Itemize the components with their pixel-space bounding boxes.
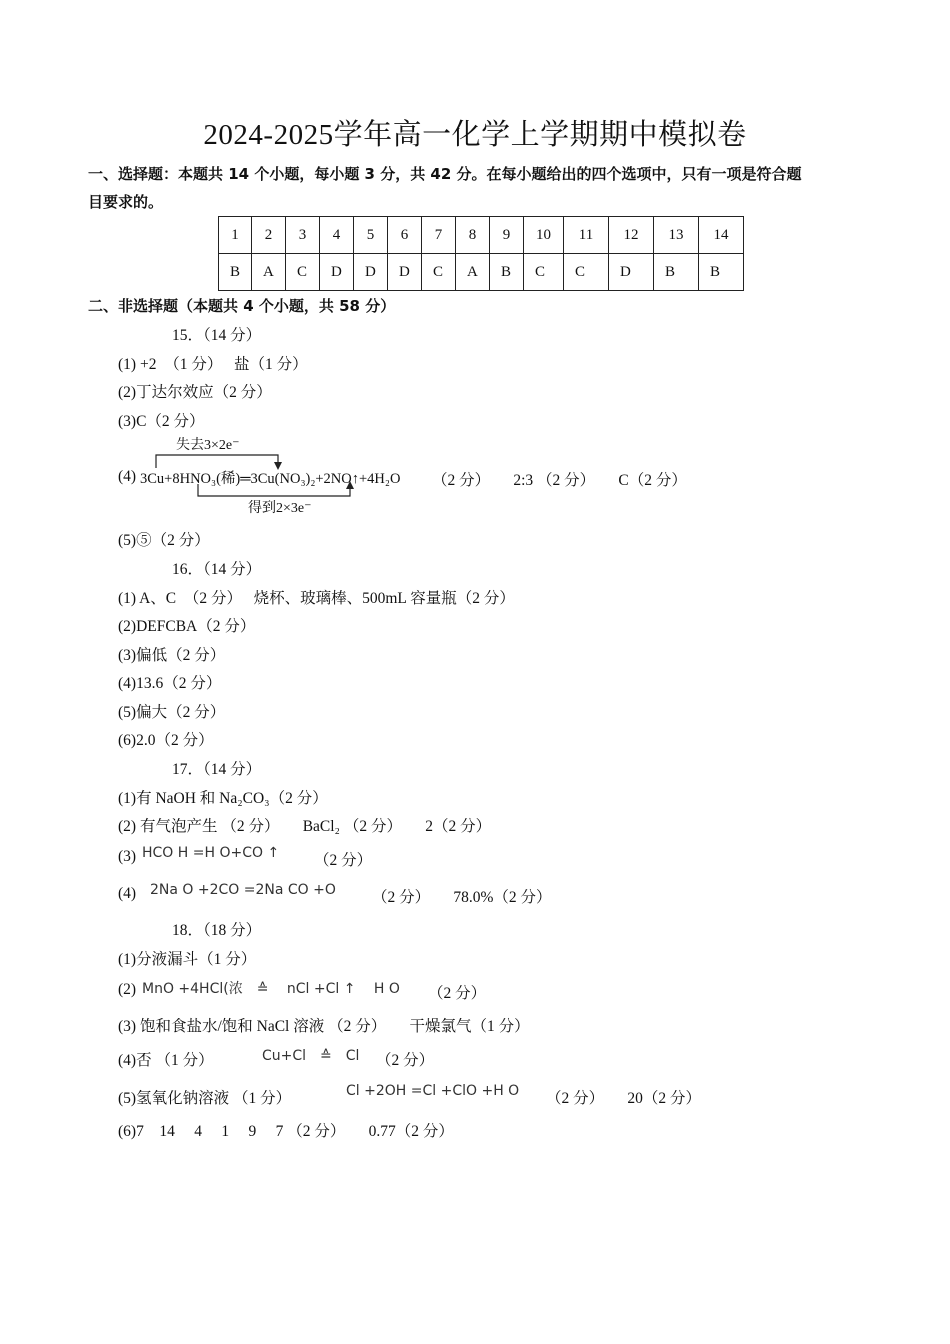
q18-answer-2-prefix: (2) [118,981,137,998]
question-number-cell: 1 [219,217,252,254]
q18-hydroxide-equation: Cl +2OH =Cl +ClO +H O [346,1083,520,1099]
answer-cell: B [490,254,524,291]
q16-header: 16．（14 分） [172,561,262,578]
answer-cell: C [564,254,609,291]
q15-answer-2: (2)丁达尔效应（2 分） [118,384,272,401]
answer-cell: B [654,254,699,291]
q15-answer-4-rest: （2 分） 2:3 （2 分） C（2 分） [432,472,687,489]
q15-redox-equation: 3Cu+8HNO₃(稀)═3Cu(NO₃)₂+2NO↑+4H₂O [140,471,401,487]
answer-cell: A [252,254,286,291]
q17-answer-4-prefix: (4) [118,885,137,902]
q16-answer-4: (4)13.6（2 分） [118,675,222,692]
answer-cell: C [286,254,320,291]
question-number-cell: 11 [564,217,609,254]
q18-copper-chlorine-equation: Cu+Cl ≙ Cl [262,1048,360,1064]
question-number-cell: 12 [609,217,654,254]
section2-heading: 二、非选择题（本题共 4 个小题，共 58 分） [88,297,396,315]
q15-answer-1: (1) +2 （1 分） 盐（1 分） [118,356,308,373]
q17-answer-3-rest: （2 分） [314,852,373,869]
q17-header: 17．（14 分） [172,761,262,778]
q15-electron-lost-label: 失去3×2e⁻ [176,438,240,453]
q16-answer-6: (6)2.0（2 分） [118,732,214,749]
question-number-cell: 2 [252,217,286,254]
q15-answer-3: (3)C（2 分） [118,413,205,430]
q18-answer-2-rest: （2 分） [428,985,487,1002]
section1-heading-line2: 目要求的。 [88,193,164,211]
q18-answer-5-prefix: (5)氢氧化钠溶液 （1 分） [118,1090,292,1107]
q18-answer-4-rest: （2 分） [376,1052,435,1069]
q18-answer-3: (3) 饱和食盐水/饱和 NaCl 溶液 （2 分） 干燥氯气（1 分） [118,1018,530,1035]
q18-chlorine-prep-equation: MnO +4HCl(浓 ≙ nCl +Cl ↑ H O [142,981,400,997]
q17-answer-3-prefix: (3) [118,848,137,865]
q17-answer-4-rest: （2 分） 78.0%（2 分） [372,889,552,906]
q18-answer-6: (6)7 14 4 1 9 7 （2 分） 0.77（2 分） [118,1123,454,1140]
question-number-cell: 3 [286,217,320,254]
q15-electron-gained-label: 得到2×3e⁻ [248,501,312,516]
q15-header: 15．（14 分） [172,327,262,344]
answer-cell: D [354,254,388,291]
q18-answer-1: (1)分液漏斗（1 分） [118,951,257,968]
page-title: 2024-2025学年高一化学上学期期中模拟卷 [203,119,747,151]
answer-cell: A [456,254,490,291]
q17-answer-2: (2) 有气泡产生 （2 分） BaCl₂ （2 分） 2（2 分） [118,818,492,835]
section1-heading-line1: 一、选择题：本题共 14 个小题，每小题 3 分，共 42 分。在每小题给出的四个选项中，只有一项是符合题 [88,165,802,183]
question-number-cell: 13 [654,217,699,254]
question-number-cell: 5 [354,217,388,254]
q16-answer-3: (3)偏低（2 分） [118,647,226,664]
answer-cell: D [388,254,422,291]
q18-answer-5-rest: （2 分） 20（2 分） [546,1090,702,1107]
answer-cell: C [422,254,456,291]
question-number-cell: 8 [456,217,490,254]
question-number-cell: 14 [699,217,744,254]
question-number-cell: 10 [524,217,564,254]
q16-answer-5: (5)偏大（2 分） [118,704,226,721]
answer-cell: D [609,254,654,291]
q17-ionic-equation: HCO H =H O+CO ↑ [142,845,280,861]
question-number-cell: 4 [320,217,354,254]
answer-cell: B [699,254,744,291]
q16-answer-1: (1) A、C （2 分） 烧杯、玻璃棒、500mL 容量瓶（2 分） [118,590,515,607]
question-number-cell: 7 [422,217,456,254]
q15-answer-5: (5)⑤（2 分） [118,532,210,549]
answer-cell: C [524,254,564,291]
q18-header: 18．（18 分） [172,922,262,939]
answer-cell: B [219,254,252,291]
q17-peroxide-equation: 2Na O +2CO =2Na CO +O [150,882,336,898]
question-number-cell: 6 [388,217,422,254]
q16-answer-2: (2)DEFCBA（2 分） [118,618,256,635]
question-number-cell: 9 [490,217,524,254]
q15-answer-4-prefix: (4) [118,468,137,485]
answer-cell: D [320,254,354,291]
q18-answer-4-prefix: (4)否 （1 分） [118,1052,214,1069]
q17-answer-1: (1)有 NaOH 和 Na₂CO₃（2 分） [118,790,328,807]
